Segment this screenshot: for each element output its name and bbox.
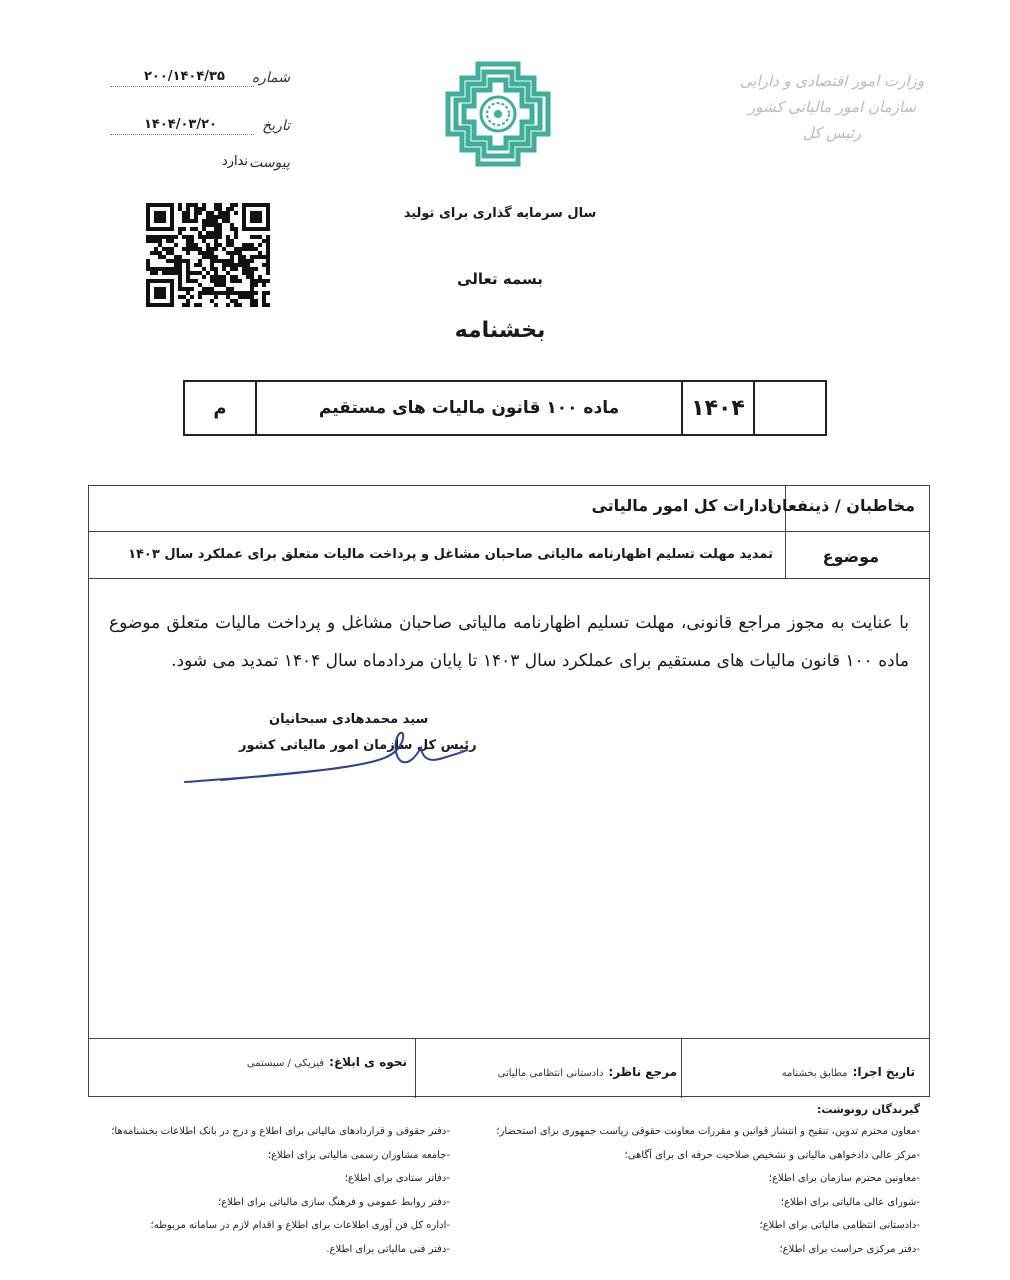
cc-right-column	[496, 1120, 920, 1261]
execution-date	[782, 1061, 915, 1080]
cc-title: گیرندگان رونوشت:	[816, 1103, 920, 1116]
divider	[89, 531, 929, 532]
supervisor-value: دادستانی انتظامی مالیاتی	[497, 1068, 604, 1079]
notification-method-value: فیزیکی / سیستمی	[246, 1058, 325, 1069]
dotted-line	[110, 86, 254, 87]
notification-method-label: نحوه ی ابلاغ:	[329, 1055, 407, 1069]
qr-code-icon	[146, 203, 270, 307]
ministry-line: وزارت امور اقتصادی و دارایی	[739, 72, 925, 90]
year-slogan: سال سرمایه گذاری برای تولید	[403, 206, 597, 221]
divider	[681, 1038, 682, 1098]
ministry-header	[732, 68, 932, 146]
supervisor-label: مرجع ناظر:	[608, 1065, 677, 1079]
letter-date-row	[110, 118, 290, 140]
cc-item: -شورای عالی مالیاتی برای اطلاع؛	[780, 1196, 920, 1208]
attachment-row	[110, 155, 290, 177]
attachment-value: ندارد	[221, 154, 248, 169]
circular-code: م	[185, 382, 257, 434]
execution-date-value: مطابق بخشنامه	[781, 1068, 848, 1079]
signatory-name: سید محمدهادی سبحانیان	[269, 712, 429, 727]
cc-item: -دفتر حقوقی و قراردادهای مالیاتی برای اطلاع و درج در بانک اطلاعات بخشنامه‌ها؛	[111, 1126, 450, 1137]
circular-body-text: با عنایت به مجوز مراجع قانونی، مهلت تسلیم اظهارنامه مالیاتی صاحبان مشاغل و پرداخت مالیات متعلق موضوع ماده ۱۰۰ قانون مالیات های مستقیم برای عملکرد سال ۱۴۰۳ تا پایان مردادماه سال ۱۴۰۴ تمدید می شود.	[109, 613, 909, 671]
addressees-label: مخاطبان / ذینفعان	[768, 496, 915, 515]
ministry-line: رئیس کل	[802, 124, 862, 142]
cc-item: -دفتر روابط عمومی و فرهنگ سازی مالیاتی برای اطلاع؛	[218, 1196, 450, 1208]
notification-method	[247, 1051, 407, 1070]
cc-item: -دفاتر ستادی برای اطلاع؛	[344, 1173, 450, 1184]
invocation: بسمه تعالی	[457, 270, 543, 288]
circular-year: ۱۴۰۴	[683, 382, 755, 434]
divider	[89, 1038, 929, 1039]
dotted-line	[110, 134, 254, 135]
cc-item: -جامعه مشاوران رسمی مالیاتی برای اطلاع؛	[267, 1149, 450, 1161]
divider	[415, 1038, 416, 1098]
cc-item: -دفتر فنی مالیاتی برای اطلاع.	[326, 1243, 450, 1255]
cc-item: -دفتر مرکزی حراست برای اطلاع؛	[779, 1243, 920, 1255]
letter-date-label: تاریخ	[262, 118, 290, 134]
circular-body-frame	[88, 485, 930, 1097]
letter-number-row	[110, 70, 290, 92]
letter-date-value: ۱۴۰۴/۰۳/۲۰	[144, 117, 217, 132]
circular-cell-empty	[755, 382, 825, 434]
circular-number-table	[183, 380, 827, 436]
letter-number-value: ۲۰۰/۱۴۰۴/۳۵	[144, 69, 225, 84]
cc-item: -مرکز عالی دادخواهی مالیاتی و تشخیص صلاحیت حرفه ای برای آگاهی؛	[624, 1149, 920, 1161]
cc-item: -دادستانی انتظامی مالیاتی برای اطلاع؛	[759, 1220, 920, 1231]
cc-item: -اداره کل فن آوری اطلاعات برای اطلاع و اقدام لازم در سامانه مربوطه؛	[150, 1220, 450, 1231]
circular-title: ماده ۱۰۰ قانون مالیات های مستقیم	[257, 382, 683, 434]
addressees-value: ادارات کل امور مالیاتی	[591, 496, 773, 515]
attachment-label: پیوست	[249, 155, 290, 171]
cc-left-column	[111, 1120, 450, 1261]
ministry-line: سازمان امور مالیاتی کشور	[748, 98, 916, 116]
handwritten-signature-icon	[181, 714, 471, 790]
subject-value: تمدید مهلت تسلیم اظهارنامه مالیاتی صاحبان مشاغل و پرداخت مالیات متعلق برای عملکرد سال ۱۴۰۳	[128, 547, 773, 562]
document-type-title: بخشنامه	[454, 318, 546, 343]
letter-number-label: شماره	[251, 70, 290, 86]
subject-label: موضوع	[822, 547, 879, 566]
signatory-title: رئیس کل سازمان امور مالیاتی کشور	[239, 738, 477, 753]
cc-item: -معاونین محترم سازمان برای اطلاع؛	[768, 1173, 920, 1184]
divider	[89, 578, 929, 579]
tax-organization-logo-icon	[442, 58, 554, 170]
supervisor	[498, 1061, 677, 1080]
execution-date-label: تاریخ اجرا:	[852, 1065, 915, 1079]
cc-item: -معاون محترم تدوین، تنقیح و انتشار قوانین و مقررات معاونت حقوقی ریاست جمهوری برای استحضار؛	[496, 1126, 920, 1137]
